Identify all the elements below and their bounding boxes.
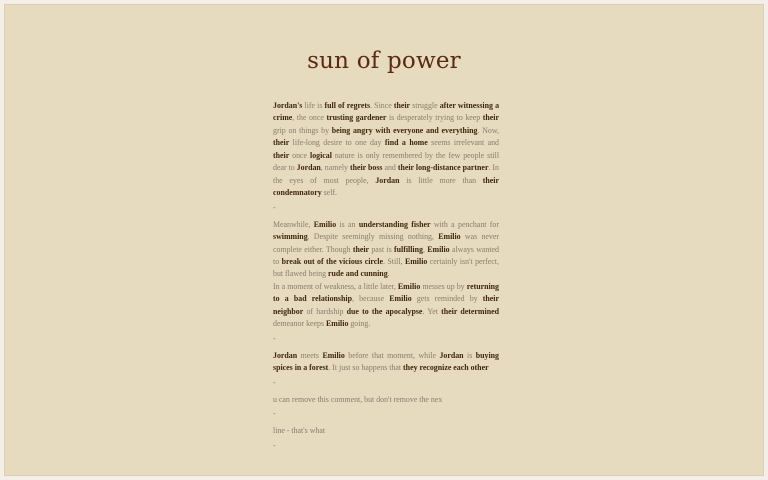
text-run: grip on things by [273, 125, 332, 135]
page-title: sun of power [307, 48, 461, 74]
text-run: past is [369, 244, 394, 254]
text-run: seems irrelevant and [427, 138, 499, 148]
text-run: demeanor keeps [273, 319, 327, 329]
emphasized-text: logical [310, 150, 332, 160]
emphasized-text: their [482, 113, 499, 123]
emphasized-text: Emilio [438, 232, 461, 242]
text-run: with a penchant for [430, 219, 499, 229]
separator: - [273, 202, 276, 212]
text-run: Meanwhile, [273, 219, 314, 229]
emphasized-text: Jordan's [273, 101, 303, 110]
separator: - [273, 409, 276, 419]
emphasized-text: Emilio [326, 319, 349, 329]
text-run: . Still, [382, 256, 405, 266]
text-run: and [382, 163, 398, 173]
text-run: life-long desire to one day [289, 138, 385, 148]
emphasized-text: their determined [441, 306, 499, 316]
emphasized-text: after witnessing a crime [273, 101, 500, 123]
emphasized-text: find a home [384, 138, 428, 148]
text-run: meets [297, 350, 323, 360]
paragraph-emilio [273, 219, 499, 281]
emphasized-text: buying spices in a forest [273, 350, 499, 373]
paragraph-jordan [273, 100, 499, 200]
text-run: is an [336, 219, 359, 229]
text-run: life is [302, 101, 325, 110]
text-run: of hardship [303, 306, 347, 316]
emphasized-text: rude and cunning [328, 269, 388, 279]
emphasized-text: full of regrets [324, 101, 371, 110]
text-run: . Despite seemingly missing nothing, [307, 232, 439, 242]
text-run: . Since [370, 101, 394, 110]
emphasized-text: their long-distance partner [397, 163, 489, 173]
emphasized-text: Jordan [375, 175, 400, 185]
text-run: messes up by [420, 281, 467, 291]
text-run: certainly isn't perfect, but flawed being [273, 256, 499, 279]
separator: - [273, 333, 276, 343]
emphasized-text: Jordan [439, 350, 464, 360]
emphasized-text: Emilio [322, 350, 345, 360]
emphasized-text: their [393, 101, 411, 110]
comment-note-2: line - that's what [273, 426, 326, 436]
emphasized-text: Emilio [404, 256, 428, 266]
text-run: , because [351, 294, 390, 304]
emphasized-text: Emilio [389, 294, 412, 304]
emphasized-text: their condemnatory [273, 175, 499, 198]
text-run: , [422, 244, 428, 254]
text-run: is little more than [399, 175, 483, 185]
text-run: self. [321, 188, 337, 198]
emphasized-text: they recognize each other [403, 363, 489, 373]
emphasized-text: their neighbor [273, 294, 499, 316]
text-run: is desperately trying to keep [386, 113, 483, 123]
emphasized-text: their [352, 244, 370, 254]
emphasized-text: returning to a bad relationship [273, 281, 499, 304]
emphasized-text: Emilio [313, 219, 337, 229]
paragraph-emilio-weakness [273, 281, 499, 331]
text-run: , namely [320, 163, 350, 173]
text-run: . Yet [422, 306, 442, 316]
text-run: nature is only remembered by the few people still dear to [273, 150, 500, 173]
emphasized-text: Jordan [296, 163, 321, 173]
text-run: was never complete either. Though [273, 232, 499, 254]
text-run: . It just so happens that [328, 363, 404, 373]
emphasized-text: fulfilling [394, 244, 423, 254]
story-column [273, 100, 499, 457]
paragraph-meeting [273, 350, 499, 375]
emphasized-text: their [273, 138, 290, 148]
text-run: is [463, 350, 476, 360]
emphasized-text: their boss [349, 163, 383, 173]
emphasized-text: due to the apocalypse [346, 306, 423, 316]
text-run: . Now, [477, 125, 499, 135]
text-run: . In the eyes of most people, [273, 163, 499, 185]
comment-note: u can remove this comment, but don't remove the nex [273, 394, 443, 404]
text-run: once [289, 150, 310, 160]
text-run: going. [348, 319, 371, 329]
text-run: gets reminded by [411, 294, 483, 304]
text-run: before that moment, while [344, 350, 440, 360]
page-frame [4, 4, 764, 476]
emphasized-text: Emilio [397, 281, 421, 291]
emphasized-text: understanding fisher [358, 219, 431, 229]
emphasized-text: Emilio [427, 244, 450, 254]
text-run: struggle [410, 101, 440, 110]
emphasized-text: swimming [273, 232, 308, 242]
emphasized-text: Jordan [273, 350, 298, 360]
text-run: . [387, 269, 390, 279]
emphasized-text: being angry with everyone and everything [331, 125, 478, 135]
emphasized-text: trusting gardener [326, 113, 387, 123]
separator: - [273, 440, 276, 450]
emphasized-text: their [273, 150, 290, 160]
text-run: always wanted to [273, 244, 499, 266]
separator: - [273, 377, 276, 387]
text-run: , the once [292, 113, 327, 123]
text-run: In a moment of weakness, a little later, [273, 281, 398, 291]
emphasized-text: break out of the vicious circle [281, 256, 383, 266]
